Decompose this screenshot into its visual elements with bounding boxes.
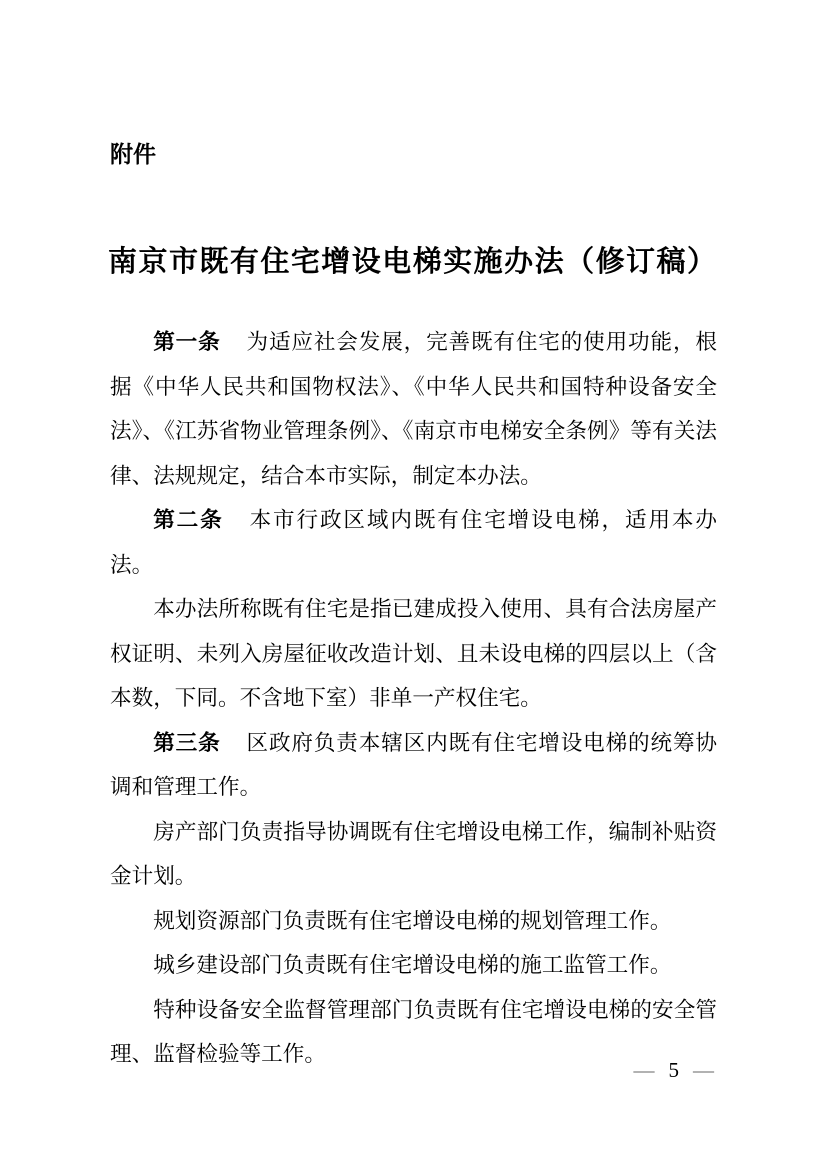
paragraph-article-3 — [110, 721, 717, 810]
paragraph — [110, 943, 717, 988]
paragraph — [110, 810, 717, 899]
article-number: 第二条 — [153, 507, 224, 532]
footer-dash-right: — — [693, 1058, 714, 1082]
paragraph-text: 区政府负责本辖区内既有住宅增设电梯的统筹协调和管理工作。 — [110, 730, 717, 799]
page-number: 5 — [668, 1058, 679, 1082]
paragraph-article-2 — [110, 498, 717, 587]
attachment-label: 附件 — [110, 141, 156, 167]
paragraph-article-1 — [110, 320, 717, 498]
paragraph — [110, 587, 717, 721]
document-title: 南京市既有住宅增设电梯实施办法（修订稿） — [108, 246, 716, 279]
article-number: 第一条 — [153, 329, 221, 354]
paragraph-text: 规划资源部门负责既有住宅增设电梯的规划管理工作。 — [153, 908, 672, 933]
footer-dash-left: — — [633, 1058, 655, 1082]
paragraph-text: 本市行政区域内既有住宅增设电梯，适用本办法。 — [110, 508, 717, 577]
paragraph-text: 本办法所称既有住宅是指已建成投入使用、具有合法房屋产权证明、未列入房屋征收改造计划、且未设电梯的四层以上（含本数，下同。不含地下室）非单一产权住宅。 — [110, 597, 717, 710]
page-number-footer — [634, 1056, 715, 1084]
article-number: 第三条 — [153, 729, 221, 755]
paragraph-text: 房产部门负责指导协调既有住宅增设电梯工作，编制补贴资金计划。 — [110, 819, 717, 888]
paragraph-text: 特种设备安全监督管理部门负责既有住宅增设电梯的安全管理、监督检验等工作。 — [110, 997, 717, 1066]
paragraph-text: 城乡建设部门负责既有住宅增设电梯的施工监管工作。 — [153, 953, 672, 977]
paragraph-text: 为适应社会发展，完善既有住宅的使用功能，根据《中华人民共和国物权法》、《中华人民共和国特种设备安全法》、《江苏省物业管理条例》、《南京市电梯安全条例》等有关法律、法规规定，结合本市实际，制定本办法。 — [110, 330, 717, 488]
paragraph — [110, 899, 717, 944]
document-body — [110, 320, 717, 1077]
paragraph — [110, 988, 717, 1077]
